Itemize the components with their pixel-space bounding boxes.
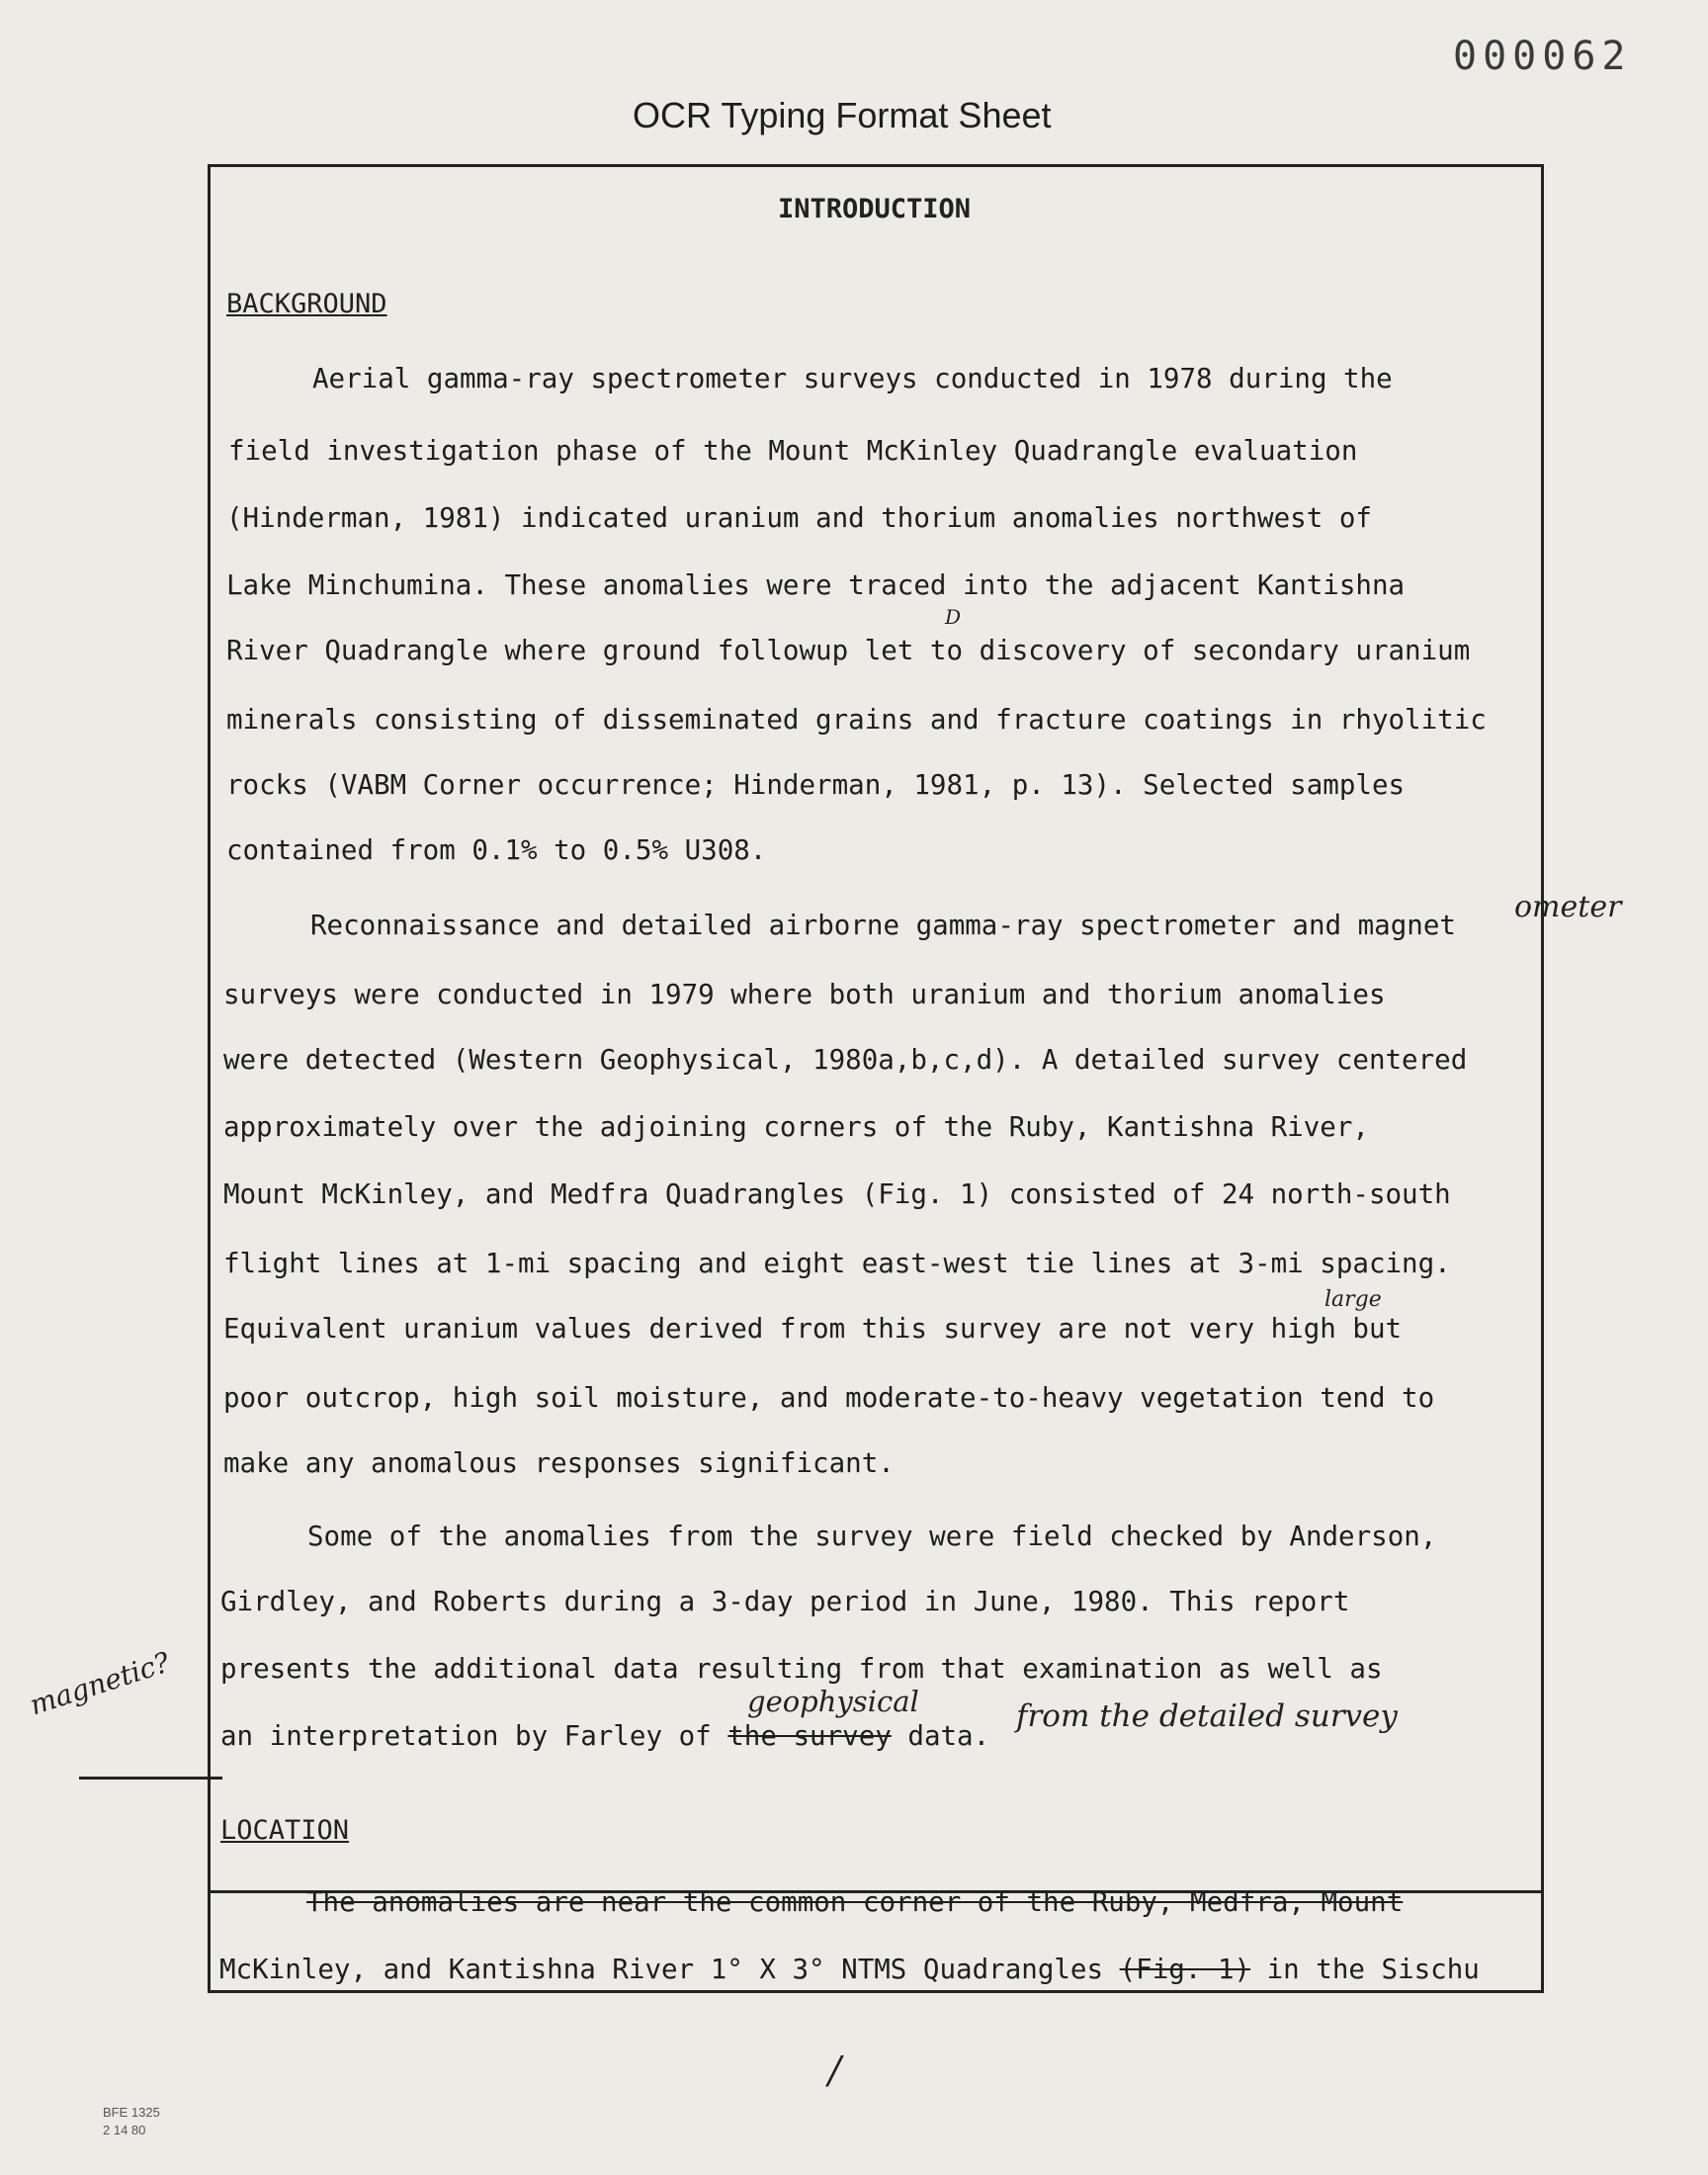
body-line-21-text: an interpretation by Farley of xyxy=(220,1720,728,1752)
body-line-7: rocks (VABM Corner occurrence; Hinderman, 1981, p. 13). Selected samples xyxy=(226,769,1406,801)
body-line-23 xyxy=(219,1954,1480,1985)
body-line-21-tail: data. xyxy=(891,1720,990,1752)
body-line-8: contained from 0.1% to 0.5% U308. xyxy=(226,834,767,866)
margin-rule xyxy=(79,1777,222,1780)
document-number: 000062 xyxy=(1453,34,1632,79)
body-line-14: flight lines at 1-mi spacing and eight east-west tie lines at 3-mi spacing. xyxy=(223,1248,1451,1279)
body-line-23-tail: in the Sischu xyxy=(1250,1954,1480,1985)
form-code-line-2: 2 14 80 xyxy=(103,2123,146,2137)
body-line-20: presents the additional data resulting from that examination as well as xyxy=(220,1653,1383,1685)
page-mark: / xyxy=(828,2048,841,2092)
struck-the-survey: the survey xyxy=(727,1720,892,1752)
handwritten-magnetic-query: magnetic? xyxy=(26,1645,174,1722)
body-line-23-text: McKinley, and Kantishna River 1° X 3° NTMS Quadrangles xyxy=(219,1954,1120,1985)
body-line-19: Girdley, and Roberts during a 3-day period in June, 1980. This report xyxy=(220,1586,1350,1617)
body-line-5: River Quadrangle where ground followup let to discovery of secondary uranium xyxy=(226,635,1471,666)
body-line-21 xyxy=(220,1720,989,1752)
handwritten-correction-d: D xyxy=(945,605,962,629)
body-line-17: make any anomalous responses significant. xyxy=(223,1447,895,1479)
body-line-3: (Hinderman, 1981) indicated uranium and thorium anomalies northwest of xyxy=(226,502,1372,534)
body-line-2: field investigation phase of the Mount McKinley Quadrangle evaluation xyxy=(228,435,1358,467)
body-line-13: Mount McKinley, and Medfra Quadrangles (Fig. 1) consisted of 24 north-south xyxy=(223,1178,1451,1210)
body-line-9: Reconnaissance and detailed airborne gamma-ray spectrometer and magnet xyxy=(310,910,1456,941)
body-line-15: Equivalent uranium values derived from this survey are not very high but xyxy=(223,1313,1403,1345)
form-code xyxy=(103,2104,160,2139)
body-line-6: minerals consisting of disseminated grains and fracture coatings in rhyolitic xyxy=(226,704,1487,736)
section-heading-location: LOCATION xyxy=(220,1815,350,1846)
body-line-4: Lake Minchumina. These anomalies were traced into the adjacent Kantishna xyxy=(226,569,1406,601)
body-line-12: approximately over the adjoining corners of the Ruby, Kantishna River, xyxy=(223,1111,1369,1143)
body-line-1: Aerial gamma-ray spectrometer surveys conducted in 1978 during the xyxy=(312,363,1393,394)
handwritten-ometer: ometer xyxy=(1514,890,1622,924)
section-heading-background: BACKGROUND xyxy=(226,289,387,319)
struck-fig-ref: (Fig. 1) xyxy=(1119,1954,1251,1985)
form-code-line-1: BFE 1325 xyxy=(103,2105,160,2120)
handwritten-geophysical: geophysical xyxy=(747,1685,919,1718)
body-line-22: The anomalies are near the common corner of the Ruby, Medfra, Mount xyxy=(306,1886,1404,1918)
page-heading: INTRODUCTION xyxy=(778,194,972,224)
body-line-11: were detected (Western Geophysical, 1980a,b,c,d). A detailed survey centered xyxy=(223,1044,1468,1076)
handwritten-from-detail: from the detailed survey xyxy=(1016,1698,1398,1734)
body-line-10: surveys were conducted in 1979 where both uranium and thorium anomalies xyxy=(223,979,1386,1010)
handwritten-large: large xyxy=(1324,1287,1382,1312)
form-title: OCR Typing Format Sheet xyxy=(633,95,1052,135)
body-line-18: Some of the anomalies from the survey were field checked by Anderson, xyxy=(307,1521,1437,1552)
body-line-16: poor outcrop, high soil moisture, and moderate-to-heavy vegetation tend to xyxy=(223,1382,1435,1414)
